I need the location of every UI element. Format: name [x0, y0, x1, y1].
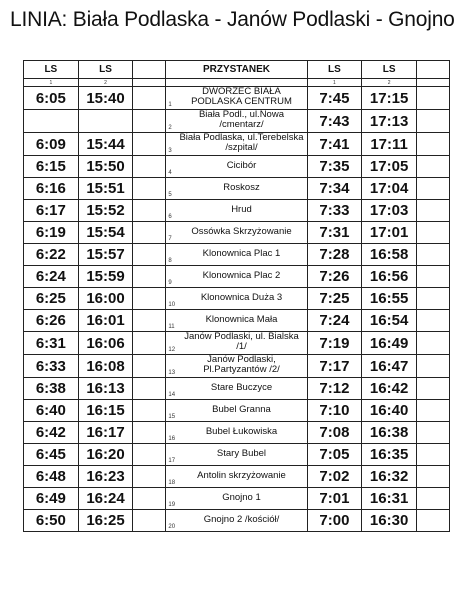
stop-name: Klonownica Duża 3: [200, 291, 283, 303]
return-time-1: 7:02: [307, 466, 362, 488]
return-time-2: 17:15: [362, 87, 417, 110]
stop-cell: [166, 488, 307, 510]
timetable: [23, 60, 450, 532]
stop-number: 19: [168, 502, 176, 508]
return-time-2: 16:30: [362, 510, 417, 532]
return-time-1: 7:08: [307, 422, 362, 444]
stop-cell: [166, 444, 307, 466]
stop-name: Gnojno 1: [222, 491, 261, 503]
stop-cell: [166, 310, 307, 332]
blank-cell: [133, 156, 166, 178]
blank-cell-right: [416, 156, 449, 178]
blank-cell-right: [416, 244, 449, 266]
blank-cell-right: [416, 378, 449, 400]
departure-time-1: 6:38: [24, 378, 79, 400]
table-row: [24, 444, 450, 466]
departure-time-1: 6:42: [24, 422, 79, 444]
return-time-2: 17:03: [362, 200, 417, 222]
page-title: LINIA: Biała Podlaska - Janów Podlaski - Gnojno: [10, 8, 455, 31]
blank-cell-right: [416, 288, 449, 310]
header-num-4: 2: [362, 79, 417, 87]
departure-time-1: 6:45: [24, 444, 79, 466]
blank-cell-right: [416, 110, 449, 133]
departure-time-2: 16:00: [78, 288, 133, 310]
stop-name: Janów Podlaski, ul. Bialska /1/: [184, 331, 299, 352]
table-row: [24, 466, 450, 488]
blank-cell: [133, 178, 166, 200]
return-time-2: 16:42: [362, 378, 417, 400]
table-row: [24, 310, 450, 332]
table-row: [24, 510, 450, 532]
return-time-1: 7:12: [307, 378, 362, 400]
header-num-blank-right: [416, 79, 449, 87]
blank-cell-right: [416, 400, 449, 422]
blank-cell: [133, 310, 166, 332]
blank-cell: [133, 510, 166, 532]
stop-name: Klonownica Plac 2: [202, 269, 281, 281]
blank-cell: [133, 133, 166, 156]
stop-name: Bubel Łukowiska: [205, 425, 278, 437]
table-row: [24, 288, 450, 310]
stop-number: 8: [168, 258, 172, 264]
departure-time-1: 6:33: [24, 355, 79, 378]
table-row: [24, 400, 450, 422]
blank-cell-right: [416, 87, 449, 110]
header-stop: PRZYSTANEK: [166, 61, 307, 79]
departure-time-1: 6:19: [24, 222, 79, 244]
stop-name: Klonownica Plac 1: [202, 247, 281, 259]
blank-cell-right: [416, 266, 449, 288]
departure-time-2: 16:25: [78, 510, 133, 532]
header-row: [24, 61, 450, 79]
return-time-2: 17:01: [362, 222, 417, 244]
departure-time-2: 15:57: [78, 244, 133, 266]
table-row: [24, 133, 450, 156]
stop-number: 10: [168, 302, 176, 308]
departure-time-1: 6:24: [24, 266, 79, 288]
return-time-2: 16:31: [362, 488, 417, 510]
blank-cell: [133, 110, 166, 133]
departure-time-2: 16:15: [78, 400, 133, 422]
return-time-1: 7:33: [307, 200, 362, 222]
departure-time-2: [78, 110, 133, 133]
return-time-2: 17:04: [362, 178, 417, 200]
return-time-1: 7:19: [307, 332, 362, 355]
blank-cell-right: [416, 488, 449, 510]
blank-cell: [133, 266, 166, 288]
header-num-1: 1: [24, 79, 79, 87]
stop-name: Hrud: [231, 203, 252, 215]
stop-cell: [166, 178, 307, 200]
stop-number: 14: [168, 392, 176, 398]
stop-cell: [166, 355, 307, 378]
blank-cell-right: [416, 178, 449, 200]
table-row: [24, 222, 450, 244]
return-time-2: 17:11: [362, 133, 417, 156]
table-row: [24, 266, 450, 288]
blank-cell: [133, 288, 166, 310]
blank-cell: [133, 466, 166, 488]
blank-cell-right: [416, 310, 449, 332]
stop-name: Klonownica Mała: [205, 313, 278, 325]
stop-number: 11: [168, 324, 175, 330]
table-row: [24, 200, 450, 222]
return-time-2: 16:32: [362, 466, 417, 488]
header-ls-2: LS: [78, 61, 133, 79]
stop-cell: [166, 244, 307, 266]
stop-number: 17: [168, 458, 176, 464]
blank-cell: [133, 332, 166, 355]
return-time-1: 7:26: [307, 266, 362, 288]
return-time-1: 7:34: [307, 178, 362, 200]
stop-name: Janów Podlaski, Pl.Partyzantów /2/: [203, 354, 280, 375]
stop-name: Cicibór: [226, 159, 257, 171]
return-time-2: 17:13: [362, 110, 417, 133]
departure-time-1: [24, 110, 79, 133]
return-time-1: 7:28: [307, 244, 362, 266]
blank-cell: [133, 200, 166, 222]
stop-number: 12: [168, 347, 176, 353]
departure-time-1: 6:16: [24, 178, 79, 200]
departure-time-1: 6:49: [24, 488, 79, 510]
departure-time-2: 16:06: [78, 332, 133, 355]
return-time-1: 7:45: [307, 87, 362, 110]
departure-time-2: 15:52: [78, 200, 133, 222]
stop-cell: [166, 466, 307, 488]
stop-name: Roskosz: [223, 181, 260, 193]
blank-cell: [133, 400, 166, 422]
header-num-3: 1: [307, 79, 362, 87]
stop-cell: [166, 87, 307, 110]
departure-time-2: 16:13: [78, 378, 133, 400]
table-row: [24, 488, 450, 510]
return-time-2: 16:47: [362, 355, 417, 378]
stop-number: 7: [168, 236, 172, 242]
blank-cell: [133, 222, 166, 244]
table-row: [24, 156, 450, 178]
departure-time-2: 15:51: [78, 178, 133, 200]
stop-cell: [166, 200, 307, 222]
return-time-1: 7:31: [307, 222, 362, 244]
stop-number: 3: [168, 148, 172, 154]
table-row: [24, 110, 450, 133]
blank-cell-right: [416, 355, 449, 378]
departure-time-2: 15:40: [78, 87, 133, 110]
stop-number: 20: [168, 524, 176, 530]
departure-time-1: 6:22: [24, 244, 79, 266]
table-row: [24, 178, 450, 200]
stop-cell: [166, 332, 307, 355]
departure-time-1: 6:25: [24, 288, 79, 310]
return-time-2: 16:55: [362, 288, 417, 310]
departure-time-2: 15:59: [78, 266, 133, 288]
stop-cell: [166, 133, 307, 156]
stop-cell: [166, 110, 307, 133]
stop-number: 6: [168, 214, 172, 220]
blank-cell-right: [416, 222, 449, 244]
departure-time-2: 16:24: [78, 488, 133, 510]
stop-number: 5: [168, 192, 172, 198]
table-row: [24, 378, 450, 400]
stop-name: Stare Buczyce: [210, 381, 273, 393]
header-num-blank: [133, 79, 166, 87]
return-time-1: 7:41: [307, 133, 362, 156]
return-time-1: 7:01: [307, 488, 362, 510]
header-num-2: 2: [78, 79, 133, 87]
stop-cell: [166, 400, 307, 422]
return-time-2: 16:38: [362, 422, 417, 444]
stop-name: Antolin skrzyżowanie: [197, 469, 286, 481]
stop-number: 1: [168, 102, 172, 108]
departure-time-1: 6:05: [24, 87, 79, 110]
table-row: [24, 244, 450, 266]
stop-name: Biała Podlaska, ul.Terebelska /szpital/: [179, 132, 304, 153]
stop-number: 15: [168, 414, 176, 420]
departure-time-1: 6:26: [24, 310, 79, 332]
departure-time-2: 16:08: [78, 355, 133, 378]
stop-cell: [166, 266, 307, 288]
blank-cell: [133, 355, 166, 378]
table-row: [24, 87, 450, 110]
stop-cell: [166, 422, 307, 444]
header-ls-4: LS: [362, 61, 417, 79]
blank-cell-right: [416, 133, 449, 156]
departure-time-2: 15:44: [78, 133, 133, 156]
departure-time-2: 15:54: [78, 222, 133, 244]
blank-cell: [133, 488, 166, 510]
blank-cell-right: [416, 510, 449, 532]
return-time-1: 7:24: [307, 310, 362, 332]
stop-number: 4: [168, 170, 172, 176]
stop-number: 2: [168, 125, 172, 131]
blank-cell-right: [416, 422, 449, 444]
return-time-2: 16:54: [362, 310, 417, 332]
departure-time-1: 6:50: [24, 510, 79, 532]
table-row: [24, 422, 450, 444]
blank-cell: [133, 444, 166, 466]
departure-time-2: 16:20: [78, 444, 133, 466]
stop-name: Ossówka Skrzyżowanie: [191, 225, 292, 237]
header-ls-1: LS: [24, 61, 79, 79]
return-time-2: 16:35: [362, 444, 417, 466]
blank-cell: [133, 87, 166, 110]
stop-name: Stary Bubel: [216, 447, 267, 459]
return-time-1: 7:35: [307, 156, 362, 178]
blank-cell-right: [416, 332, 449, 355]
table-row: [24, 332, 450, 355]
table-row: [24, 355, 450, 378]
blank-cell-right: [416, 200, 449, 222]
stop-cell: [166, 156, 307, 178]
blank-cell: [133, 378, 166, 400]
return-time-1: 7:05: [307, 444, 362, 466]
blank-cell-right: [416, 466, 449, 488]
stop-number: 18: [168, 480, 176, 486]
stop-cell: [166, 378, 307, 400]
header-blank-right: [416, 61, 449, 79]
return-time-2: 16:56: [362, 266, 417, 288]
stop-name: Biała Podl., ul.Nowa /cmentarz/: [198, 109, 284, 130]
stop-name: Gnojno 2 /kościół/: [203, 513, 280, 525]
return-time-2: 16:49: [362, 332, 417, 355]
stop-cell: [166, 222, 307, 244]
blank-cell: [133, 244, 166, 266]
stop-cell: [166, 510, 307, 532]
return-time-1: 7:00: [307, 510, 362, 532]
return-time-1: 7:43: [307, 110, 362, 133]
return-time-2: 17:05: [362, 156, 417, 178]
return-time-2: 16:58: [362, 244, 417, 266]
departure-time-2: 16:17: [78, 422, 133, 444]
stop-number: 16: [168, 436, 176, 442]
stop-number: 13: [168, 370, 176, 376]
header-blank: [133, 61, 166, 79]
departure-time-2: 15:50: [78, 156, 133, 178]
departure-time-1: 6:17: [24, 200, 79, 222]
return-time-1: 7:10: [307, 400, 362, 422]
departure-time-1: 6:15: [24, 156, 79, 178]
blank-cell: [133, 422, 166, 444]
departure-time-1: 6:48: [24, 466, 79, 488]
return-time-1: 7:25: [307, 288, 362, 310]
departure-time-2: 16:01: [78, 310, 133, 332]
departure-time-1: 6:31: [24, 332, 79, 355]
stop-name: DWORZEC BIAŁA PODLASKA CENTRUM: [191, 86, 292, 107]
stop-number: 9: [168, 280, 172, 286]
return-time-2: 16:40: [362, 400, 417, 422]
departure-time-2: 16:23: [78, 466, 133, 488]
stop-name: Bubel Granna: [212, 403, 271, 415]
header-ls-3: LS: [307, 61, 362, 79]
departure-time-1: 6:40: [24, 400, 79, 422]
stop-cell: [166, 288, 307, 310]
departure-time-1: 6:09: [24, 133, 79, 156]
blank-cell-right: [416, 444, 449, 466]
return-time-1: 7:17: [307, 355, 362, 378]
